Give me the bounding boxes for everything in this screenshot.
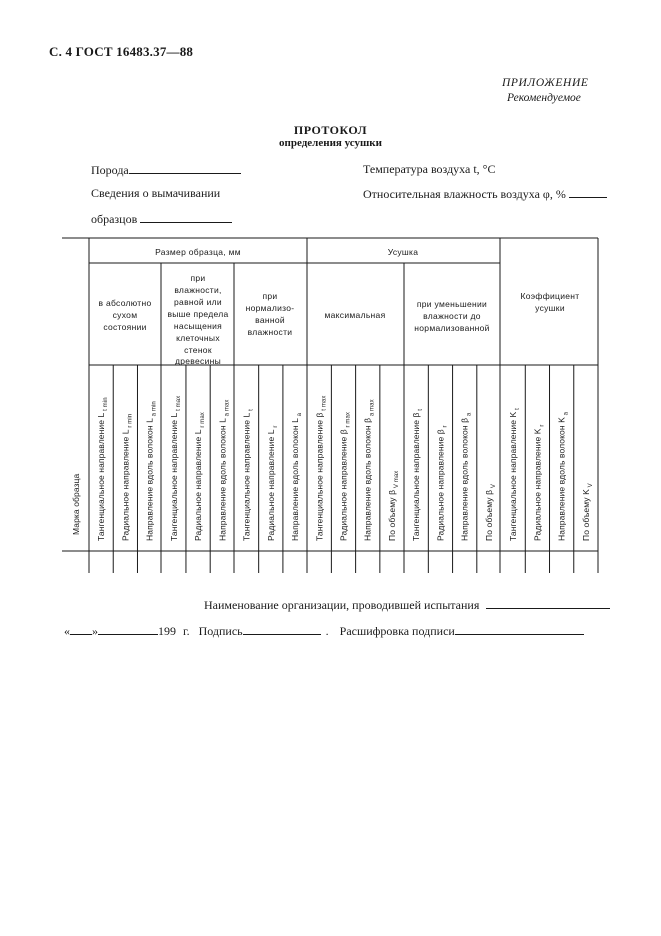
sub-reduced-line-2: влажности до [423,311,481,321]
sub-fsp-line-6: клеточных [176,333,220,343]
column-header-14: Тангенциальное направление β $_t$ [411,408,425,541]
mark-column-header: Марка образца [71,473,81,535]
page-header: С. 4 ГОСТ 16483.37—88 [49,44,194,59]
date-open-quote: « [64,624,70,638]
sub-fsp-line-1: при [190,273,206,283]
sub-norm-line-2: нормализо- [245,303,295,313]
sub-dry-line-2: сухом [112,310,138,320]
year-label: 199 [158,624,176,638]
sub-dry-line-1: в абсолютно [98,298,152,308]
column-header-21: По объему K $_V$ [580,483,594,541]
coefficient-header-line-2: усушки [535,303,565,313]
column-header-3: Направление вдоль волокон L $_{a min}$ [144,401,158,541]
sub-dry-line-3: состоянии [103,322,147,332]
column-header-18: Тангенциальное направление K $_t$ [508,408,522,541]
column-header-7: Тангенциальное направление L $_t$ [241,409,255,541]
group-size-header: Размер образца, мм [155,247,241,257]
sub-norm-line-1: при [262,291,278,301]
year-suffix: г. [183,624,190,638]
column-header-4: Тангенциальное направление L $_{t max}$ [168,395,182,541]
soaking-label-2: образцов [91,212,138,226]
sub-fsp-line-4: выше предела [167,309,229,319]
signature-label: Подпись [198,624,243,638]
day-blank[interactable] [70,623,92,635]
column-header-15: Радиальное направление β $_r$ [435,425,449,541]
decoding-label: Расшифровка подписи [339,624,455,638]
sub-fsp-line-3: равной или [174,297,222,307]
organization-blank[interactable] [486,597,610,609]
month-blank[interactable] [98,623,158,635]
column-header-6: Направление вдоль волокон L $_{a max}$ [217,399,231,541]
sub-fsp-line-8: древесины [174,356,222,366]
appendix-note: Рекомендуемое [507,92,581,104]
document-subtitle: определения усушки [279,137,382,149]
sub-reduced-line-3: нормализованной [414,323,490,333]
humidity-label: Относительная влажность воздуха φ, % [363,187,566,201]
organization-label: Наименование организации, проводившей испытания [204,598,480,612]
column-header-16: Направление вдоль волокон β $_a$ [459,412,473,541]
group-shrinkage-header: Усушка [387,247,419,257]
organization-field[interactable] [204,597,610,613]
appendix-title: ПРИЛОЖЕНИЕ [502,77,589,89]
sub-fsp-line-5: насыщения [173,321,223,331]
column-header-5: Радиальное направление L $_{r max}$ [193,412,207,541]
vertical-column-headers [96,396,594,541]
species-label: Порода [91,163,129,177]
column-header-12: Направление вдоль волокон β $_{a max}$ [362,399,376,541]
document-title: ПРОТОКОЛ [293,123,368,137]
soaking-label: Сведения о вымачивании [91,186,221,200]
temperature-label: Температура воздуха t, °С [363,162,496,176]
column-header-17: По объему β $_V$ [483,484,497,541]
signature-blank[interactable] [243,623,321,635]
date-signature-line [64,623,584,639]
column-header-19: Радиальное направление K $_r$ [532,424,546,541]
column-header-11: Радиальное направление β $_{r max}$ [338,411,352,541]
sub-fsp-line-7: стенок [184,345,212,355]
column-header-13: По объему β $_{V max}$ [386,470,400,541]
column-header-9: Направление вдоль волокон L $_a$ [290,412,304,541]
sub-norm-line-3: ванной [255,315,285,325]
column-header-8: Радиальное направление L $_r$ [265,425,279,541]
column-header-1: Тангенциальное направление L $_{t min}$ [96,397,110,541]
column-header-10: Тангенциальное направление β $_{t max}$ [314,395,328,541]
coefficient-header-line-1: Коэффициент [520,291,580,301]
sub-reduced-line-1: при уменьшении [416,299,488,309]
sub-max-header: максимальная [324,310,386,320]
sub-norm-line-4: влажности [247,327,293,337]
column-header-2: Радиальное направление L $_{r min}$ [120,413,134,541]
decoding-blank[interactable] [455,623,584,635]
column-header-20: Направление вдоль волокон K $_a$ [556,411,570,541]
signature-dot: . [325,624,329,638]
sub-fsp-line-2: влажности, [174,285,222,295]
date-close-quote: » [92,624,98,638]
